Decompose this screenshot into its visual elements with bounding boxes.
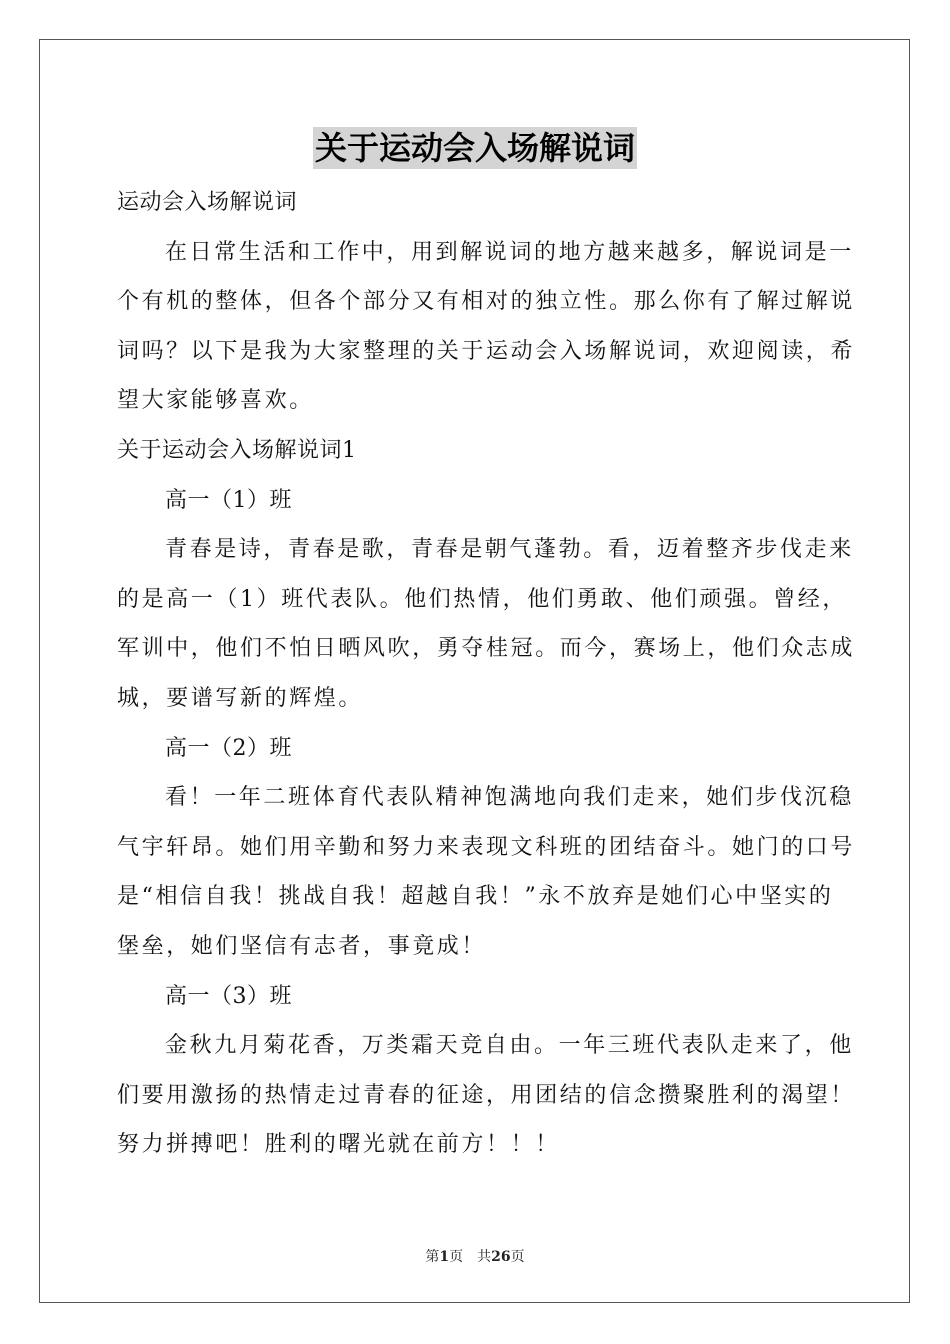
page-footer	[0, 1247, 950, 1267]
paragraph-line: 们要用激扬的热情走过青春的征途，用团结的信念攒聚胜利的渴望！	[117, 1082, 856, 1108]
section-heading: 运动会入场解说词	[117, 190, 298, 215]
footer-page-number: 1	[439, 1249, 450, 1265]
paragraph-line: 堡垒，她们坚信有志者，事竟成！	[117, 933, 487, 959]
footer-prefix: 第	[425, 1249, 440, 1265]
footer-suffix: 页	[510, 1249, 525, 1265]
paragraph-line: 看！一年二班体育代表队精神饱满地向我们走来，她们步伐沉稳	[165, 785, 854, 811]
paragraph-line: 气宇轩昂。她们用辛勤和努力来表现文科班的团结奋斗。她门的口号	[117, 834, 856, 860]
document-title: 关于运动会入场解说词	[314, 129, 635, 167]
paragraph-line: 努力拼搏吧！胜利的曙光就在前方！！！	[117, 1132, 560, 1158]
footer-total-pages: 26	[491, 1249, 511, 1265]
paragraph-line: 城，要谱写新的辉煌。	[117, 685, 364, 711]
document-body	[117, 178, 856, 1170]
paragraph-line: 个有机的整体，但各个部分又有相对的独立性。那么你有了解过解说	[117, 289, 856, 315]
section-heading: 关于运动会入场解说词1	[117, 437, 357, 463]
paragraph-line: 军训中，他们不怕日晒风吹，勇夺桂冠。而今，赛场上，他们众志成	[117, 636, 856, 662]
footer-mid: 页 共	[449, 1249, 492, 1265]
paragraph-line: 的是高一（1）班代表队。他们热情，他们勇敢、他们顽强。曾经，	[117, 586, 847, 612]
paragraph-line: 青春是诗，青春是歌，青春是朝气蓬勃。看，迈着整齐步伐走来	[165, 537, 854, 563]
class-heading: 高一（2）班	[165, 735, 292, 761]
class-heading: 高一（1）班	[165, 487, 292, 513]
paragraph-line: 词吗？以下是我为大家整理的关于运动会入场解说词，欢迎阅读，希	[117, 338, 856, 364]
paragraph-line: 望大家能够喜欢。	[117, 388, 314, 414]
paragraph-line: 金秋九月菊花香，万类霜天竞自由。一年三班代表队走来了，他	[165, 1033, 854, 1059]
title-container	[0, 127, 950, 169]
paragraph-line: 是“相信自我！挑战自我！超越自我！”永不放弃是她们心中坚实的	[117, 884, 834, 910]
paragraph-line: 在日常生活和工作中，用到解说词的地方越来越多，解说词是一	[165, 239, 854, 265]
class-heading: 高一（3）班	[165, 983, 292, 1009]
